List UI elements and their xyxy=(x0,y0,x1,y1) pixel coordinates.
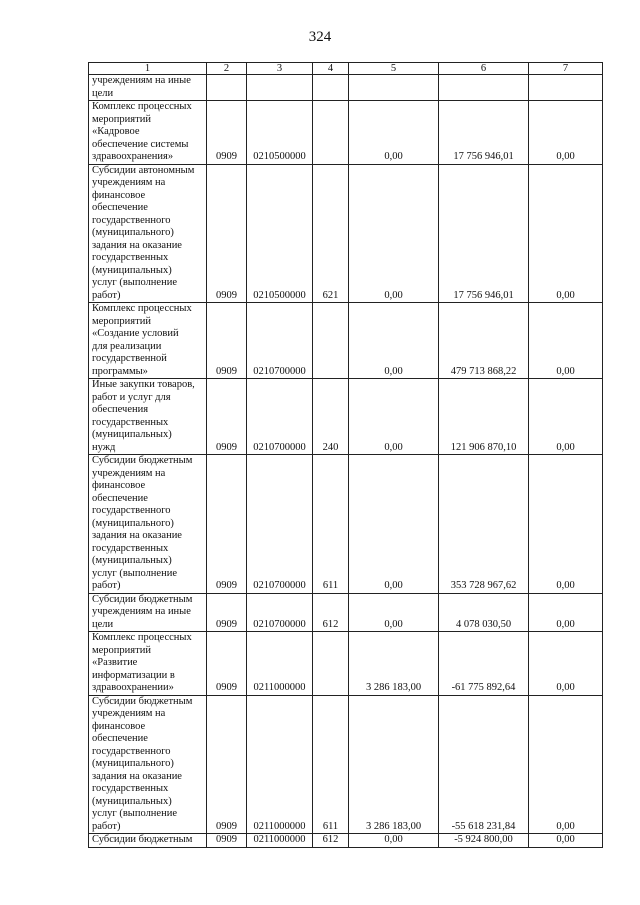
budget-table xyxy=(88,62,603,848)
row-name: Субсидии бюджетным xyxy=(89,834,207,848)
section-code: 0909 xyxy=(207,303,247,379)
row-name: Комплекс процессных мероприятий «Развитие информатизации в здравоохранении» xyxy=(89,632,207,696)
table-row xyxy=(89,632,603,696)
expense-kind: 612 xyxy=(313,593,349,632)
amount-col7: 0,00 xyxy=(529,695,603,834)
amount-col7 xyxy=(529,75,603,101)
table-row xyxy=(89,834,603,848)
target-code: 0210700000 xyxy=(247,303,313,379)
amount-col5: 0,00 xyxy=(349,101,439,165)
expense-kind xyxy=(313,75,349,101)
amount-col6: -5 924 800,00 xyxy=(439,834,529,848)
row-name: Комплекс процессных мероприятий «Кадровое обеспечение системы здравоохранения» xyxy=(89,101,207,165)
target-code: 0211000000 xyxy=(247,834,313,848)
section-code: 0909 xyxy=(207,834,247,848)
amount-col5: 3 286 183,00 xyxy=(349,632,439,696)
table-row xyxy=(89,303,603,379)
col-header: 4 xyxy=(313,63,349,75)
table-row xyxy=(89,101,603,165)
table-row xyxy=(89,593,603,632)
row-name: Иные закупки товаров, работ и услуг для обеспечения государственных (муниципальных) нужд xyxy=(89,379,207,455)
expense-kind: 611 xyxy=(313,455,349,594)
amount-col7: 0,00 xyxy=(529,834,603,848)
amount-col7: 0,00 xyxy=(529,379,603,455)
col-header: 2 xyxy=(207,63,247,75)
amount-col5 xyxy=(349,75,439,101)
expense-kind: 240 xyxy=(313,379,349,455)
section-code: 0909 xyxy=(207,455,247,594)
amount-col6 xyxy=(439,75,529,101)
section-code: 0909 xyxy=(207,101,247,165)
row-name: Субсидии автономным учреждениям на финансовое обеспечение государственного (муниципального) задания на оказание государственных (муниципальных) услуг (выполнение работ) xyxy=(89,164,207,303)
col-header: 5 xyxy=(349,63,439,75)
target-code: 0210700000 xyxy=(247,379,313,455)
page-number: 324 xyxy=(308,29,332,45)
section-code xyxy=(207,75,247,101)
col-header: 7 xyxy=(529,63,603,75)
amount-col5: 3 286 183,00 xyxy=(349,695,439,834)
row-name: Субсидии бюджетным учреждениям на финансовое обеспечение государственного (муниципального) задания на оказание государственных (муниципальных) услуг (выполнение работ) xyxy=(89,695,207,834)
col-header: 1 xyxy=(89,63,207,75)
col-header: 3 xyxy=(247,63,313,75)
amount-col7: 0,00 xyxy=(529,303,603,379)
table-row xyxy=(89,695,603,834)
table-row xyxy=(89,455,603,594)
expense-kind xyxy=(313,632,349,696)
amount-col7: 0,00 xyxy=(529,632,603,696)
amount-col6: 479 713 868,22 xyxy=(439,303,529,379)
target-code: 0210500000 xyxy=(247,164,313,303)
col-header: 6 xyxy=(439,63,529,75)
amount-col6: -55 618 231,84 xyxy=(439,695,529,834)
table-row xyxy=(89,379,603,455)
table-row xyxy=(89,75,603,101)
amount-col5: 0,00 xyxy=(349,455,439,594)
section-code: 0909 xyxy=(207,593,247,632)
target-code: 0210700000 xyxy=(247,593,313,632)
amount-col7: 0,00 xyxy=(529,164,603,303)
amount-col6: 353 728 967,62 xyxy=(439,455,529,594)
section-code: 0909 xyxy=(207,695,247,834)
expense-kind: 611 xyxy=(313,695,349,834)
row-name: Субсидии бюджетным учреждениям на иные цели xyxy=(89,593,207,632)
row-name: учреждениям на иные цели xyxy=(89,75,207,101)
section-code: 0909 xyxy=(207,164,247,303)
target-code: 0210700000 xyxy=(247,455,313,594)
expense-kind: 612 xyxy=(313,834,349,848)
amount-col6: 17 756 946,01 xyxy=(439,101,529,165)
amount-col7: 0,00 xyxy=(529,593,603,632)
table-row xyxy=(89,164,603,303)
target-code: 0211000000 xyxy=(247,632,313,696)
amount-col5: 0,00 xyxy=(349,379,439,455)
target-code: 0210500000 xyxy=(247,101,313,165)
section-code: 0909 xyxy=(207,632,247,696)
header-row xyxy=(89,63,603,75)
amount-col6: -61 775 892,64 xyxy=(439,632,529,696)
expense-kind: 621 xyxy=(313,164,349,303)
expense-kind xyxy=(313,101,349,165)
row-name: Комплекс процессных мероприятий «Создание условий для реализации государственной программы» xyxy=(89,303,207,379)
amount-col5: 0,00 xyxy=(349,164,439,303)
amount-col7: 0,00 xyxy=(529,455,603,594)
expense-kind xyxy=(313,303,349,379)
target-code: 0211000000 xyxy=(247,695,313,834)
amount-col5: 0,00 xyxy=(349,303,439,379)
amount-col6: 121 906 870,10 xyxy=(439,379,529,455)
amount-col5: 0,00 xyxy=(349,593,439,632)
target-code xyxy=(247,75,313,101)
amount-col6: 17 756 946,01 xyxy=(439,164,529,303)
amount-col6: 4 078 030,50 xyxy=(439,593,529,632)
row-name: Субсидии бюджетным учреждениям на финансовое обеспечение государственного (муниципального) задания на оказание государственных (муниципальных) услуг (выполнение работ) xyxy=(89,455,207,594)
amount-col5: 0,00 xyxy=(349,834,439,848)
amount-col7: 0,00 xyxy=(529,101,603,165)
section-code: 0909 xyxy=(207,379,247,455)
